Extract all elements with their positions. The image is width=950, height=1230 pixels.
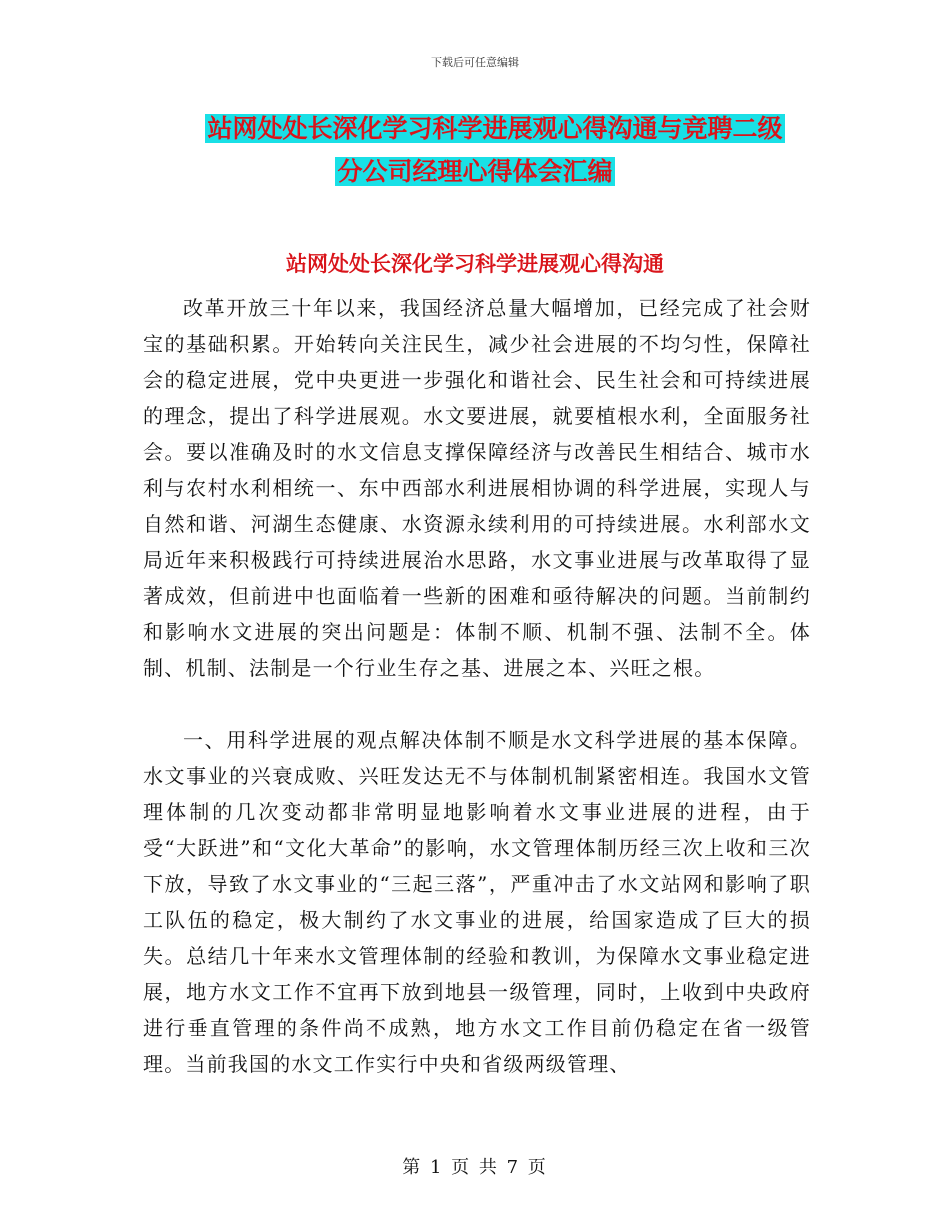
header-note: 下载后可任意编辑 <box>431 56 519 69</box>
document-title-text-2: 分公司经理心得体会汇编 <box>337 157 613 186</box>
document-title-line-1 <box>0 109 950 149</box>
body-paragraph-1 <box>143 290 811 686</box>
document-title-text-1: 站网处处长深化学习科学进展观心得沟通与竞聘二级 <box>207 114 783 143</box>
page-number: 第 1 页 共 7 页 <box>402 1157 548 1178</box>
body-paragraph-2 <box>143 722 811 1082</box>
paragraph-text: 一、用科学进展的观点解决体制不顺是水文科学进展的基本保障。水文事业的兴衰成败、兴旺发达无不与体制机制紧密相连。我国水文管理体制的几次变动都非常明显地影响着水文事业进展的进程，由于受“大跃进”和“文化大革命”的影响，水文管理体制历经三次上收和三次下放，导致了水文事业的“三起三落”，严重冲击了水文站网和影响了职工队伍的稳定，极大制约了水文事业的进展，给国家造成了巨大的损失。总结几十年来水文管理体制的经验和教训，为保障水文事业稳定进展，地方水文工作不宜再下放到地县一级管理，同时，上收到中央政府进行垂直管理的条件尚不成熟，地方水文工作目前仍稳定在省一级管理。当前我国的水文工作实行中央和省级两级管理、 <box>143 728 811 1076</box>
paragraph-text: 改革开放三十年以来，我国经济总量大幅增加，已经完成了社会财宝的基础积累。开始转向关注民生，减少社会进展的不均匀性，保障社会的稳定进展，党中央更进一步强化和谐社会、民生社会和可持续进展的理念，提出了科学进展观。水文要进展，就要植根水利，全面服务社会。要以准确及时的水文信息支撑保障经济与改善民生相结合、城市水利与农村水利相统一、东中西部水利进展相协调的科学进展，实现人与自然和谐、河湖生态健康、水资源永续利用的可持续进展。水利部水文局近年来积极践行可持续进展治水思路，水文事业进展与改革取得了显著成效，但前进中也面临着一些新的困难和亟待解决的问题。当前制约和影响水文进展的突出问题是：体制不顺、机制不强、法制不全。体制、机制、法制是一个行业生存之基、进展之本、兴旺之根。 <box>143 296 811 680</box>
document-title-line-2 <box>0 152 950 192</box>
section-title: 站网处处长深化学习科学进展观心得沟通 <box>286 252 664 276</box>
